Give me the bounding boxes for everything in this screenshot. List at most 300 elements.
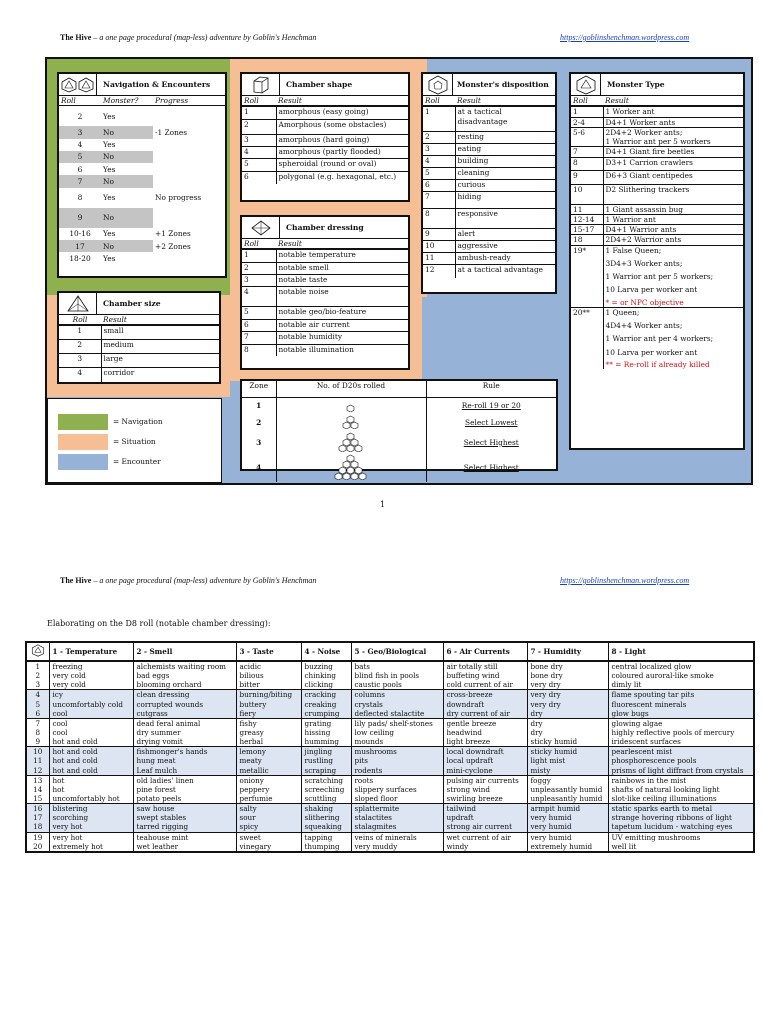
value-cell: gentle breeze: [443, 718, 527, 728]
value-cell: clicking: [301, 680, 351, 690]
value-cell: UV emitting mushrooms: [608, 832, 753, 842]
col-roll: Roll: [59, 96, 101, 106]
value-cell: cracking: [301, 690, 351, 700]
roll-cell: 10: [423, 241, 455, 253]
roll-cell: 5: [242, 307, 276, 319]
table-row: [242, 134, 408, 146]
value-cell: hot: [49, 785, 133, 794]
col-roll: Roll: [242, 96, 276, 106]
roll-cell: 6: [27, 709, 49, 719]
roll-cell: 20: [33, 841, 43, 851]
table-row: [27, 822, 753, 832]
d12-dice-icon: [423, 74, 453, 95]
result-cell: notable taste: [276, 275, 408, 287]
doc-title: The Hive: [60, 576, 92, 585]
table-row: [27, 709, 753, 719]
table-row: [59, 340, 219, 354]
roll-cell: 7: [59, 175, 101, 187]
chamber-shape-body: [242, 106, 408, 183]
value-cell: fishmonger's hands: [133, 747, 236, 757]
value-cell: bad eggs: [133, 671, 236, 680]
value-cell: headwind: [443, 728, 527, 737]
value-cell: cool: [49, 728, 133, 737]
roll-cell: 9: [571, 170, 603, 184]
result-line: 4D4+4 Worker ants;: [605, 321, 683, 330]
value-cell: fishy: [236, 718, 301, 728]
value-cell: dry: [527, 709, 608, 719]
value-cell: buzzing: [301, 661, 351, 671]
disposition-title-row: [423, 74, 555, 96]
table-row: [423, 180, 555, 192]
value-cell: very cold: [49, 671, 133, 680]
value-cell: coloured auroral-like smoke: [608, 671, 753, 680]
zone-cell: 3: [242, 432, 276, 454]
table-row: [571, 127, 743, 147]
value-cell: very hot: [49, 832, 133, 842]
roll-cell: 4: [242, 147, 276, 159]
roll-cell: 10-16: [69, 229, 91, 239]
d20-icon: [355, 467, 362, 474]
progress-cell: [153, 151, 225, 163]
table-row: [571, 225, 743, 235]
value-cell: columns: [351, 690, 443, 700]
roll-cell: 20**: [571, 307, 603, 369]
roll-cell: 9: [59, 208, 101, 228]
chamber-size-title: Chamber size: [103, 298, 161, 308]
roll-cell: 13: [27, 775, 49, 785]
result-cell: notable humidity: [276, 332, 408, 344]
value-cell: air totally still: [443, 661, 527, 671]
result-cell: [603, 147, 743, 157]
value-cell: scratching: [301, 775, 351, 785]
value-cell: corrupted wounds: [133, 700, 236, 709]
roll-cell: 8: [77, 193, 83, 203]
legend-swatch: [58, 454, 108, 470]
rule-cell: [426, 398, 556, 415]
table-row: [571, 245, 743, 307]
page1-header-url: [560, 33, 689, 43]
roll-cell: 2: [242, 119, 276, 134]
roll-cell: 2: [77, 111, 83, 121]
table-row: [59, 368, 219, 382]
roll-cell: 9: [423, 229, 455, 241]
value-cell: very dry: [527, 690, 608, 700]
value-cell: very dry: [527, 680, 608, 690]
roll-cell: 2: [59, 340, 101, 354]
disposition-body: [423, 106, 555, 278]
roll-cell: 4: [77, 140, 83, 150]
roll-cell: 7: [242, 332, 276, 344]
value-cell: cool: [49, 709, 133, 719]
value-cell: very humid: [527, 832, 608, 842]
value-cell: dry: [527, 728, 608, 737]
value-cell: flame spouting tar pits: [608, 690, 753, 700]
value-cell: hot and cold: [49, 747, 133, 757]
chamber-shape-title-row: [242, 74, 408, 96]
table-row: [27, 832, 753, 842]
legend-label: = Situation: [113, 436, 156, 446]
col-result: Result: [101, 315, 219, 325]
value-cell: shaking: [301, 804, 351, 814]
monster-cell: No: [101, 175, 153, 187]
chamber-shape-title: Chamber shape: [286, 79, 353, 89]
value-cell: oniony: [236, 775, 301, 785]
roll-cell: 8: [423, 209, 455, 229]
chamber-size-body: [59, 325, 219, 382]
result-line: 1 Worker ant: [605, 107, 655, 117]
result-cell: [603, 235, 743, 245]
result-line: 1 Warrior ant per 4 workers;: [605, 334, 714, 344]
value-cell: bilious: [236, 671, 301, 680]
value-cell: very hot: [49, 822, 133, 832]
rule-text: Select Lowest: [465, 418, 518, 428]
value-cell: deflected stalactite: [351, 709, 443, 719]
table-row: [571, 235, 743, 245]
col-result: Result: [276, 96, 408, 106]
table-row: [242, 159, 408, 171]
roll-cell: 12: [423, 265, 455, 278]
table-row: [423, 192, 555, 209]
value-cell: bats: [351, 661, 443, 671]
table-row: [27, 785, 753, 794]
value-cell: dimly lit: [608, 680, 753, 690]
value-cell: hung meat: [133, 756, 236, 765]
roll-cell: 5: [242, 159, 276, 171]
value-cell: extremely hot: [49, 842, 133, 851]
value-cell: dry summer: [133, 728, 236, 737]
navigation-rows: [59, 96, 225, 106]
blog-link[interactable]: https://goblinshenchman.wordpress.com: [560, 33, 690, 42]
chamber-dressing-table: [240, 215, 410, 370]
value-cell: mushrooms: [351, 747, 443, 757]
value-cell: sticky humid: [527, 747, 608, 757]
result-cell: [603, 245, 743, 307]
value-cell: well lit: [608, 842, 753, 851]
result-cell: large: [101, 354, 219, 368]
table-row: [59, 326, 219, 340]
d20-icon: [571, 74, 601, 95]
monster-cell: Yes: [103, 193, 116, 203]
d20-icon: [347, 405, 354, 412]
value-cell: unpleasantly humid: [527, 785, 608, 794]
title-dash: –: [91, 576, 100, 585]
table-row: [571, 214, 743, 224]
roll-cell: 1: [242, 250, 276, 262]
table-row: [59, 228, 225, 240]
table-row: [59, 175, 225, 187]
value-cell: cool: [49, 718, 133, 728]
table-row: [571, 147, 743, 157]
monster-cell: No: [101, 126, 153, 138]
roll-cell: 19: [27, 832, 49, 842]
table-row: [423, 107, 555, 132]
value-cell: icy: [49, 690, 133, 700]
result-cell: notable smell: [276, 262, 408, 274]
result-cell: [603, 127, 743, 147]
monster-cell: No: [101, 208, 153, 228]
table-row: [423, 156, 555, 168]
page1-header-title: [60, 33, 316, 43]
table-row: [27, 671, 753, 680]
value-cell: very humid: [527, 813, 608, 822]
table-row: [27, 680, 753, 690]
table-row: [242, 147, 408, 159]
result-cell: corridor: [101, 368, 219, 382]
table-row: [27, 804, 753, 814]
value-cell: dead feral animal: [133, 718, 236, 728]
table-row: [242, 319, 408, 331]
result-line: D4+1 Giant fire beetles: [605, 147, 695, 157]
roll-cell: 11: [423, 253, 455, 265]
result-line: D4+1 Warrior ants: [605, 225, 677, 234]
column-header: 4 - Noise: [301, 643, 351, 661]
value-cell: caustic pools: [351, 680, 443, 690]
roll-cell: 4: [242, 287, 276, 307]
d20-icon: [351, 473, 358, 480]
title-dash: –: [91, 33, 100, 42]
table-row: [571, 184, 743, 204]
value-cell: light mist: [527, 756, 608, 765]
value-cell: rustling: [301, 756, 351, 765]
roll-cell: 1: [242, 107, 276, 119]
table-row: [242, 262, 408, 274]
monster-cell: Yes: [103, 229, 116, 239]
roll-cell: 11: [27, 756, 49, 765]
table-row: [571, 157, 743, 170]
table-row: [27, 718, 753, 728]
d20-header-icon: [27, 643, 49, 661]
doc-subtitle: a one page procedural (map-less) adventure by Goblin's Henchman: [99, 576, 317, 585]
legend-swatch: [58, 434, 108, 450]
zone-dice-table: [240, 379, 558, 471]
table-row: [242, 171, 408, 183]
d20-icon: [343, 422, 350, 429]
value-cell: glow bugs: [608, 709, 753, 719]
value-cell: cross-breeze: [443, 690, 527, 700]
result-line: 1 Warrior ant: [605, 214, 656, 224]
table-row: [27, 766, 753, 776]
value-cell: drying vomit: [133, 737, 236, 747]
table-row: [571, 117, 743, 127]
table-row: [423, 253, 555, 265]
value-cell: slithering: [301, 813, 351, 822]
result-cell: alert: [455, 229, 555, 241]
doc-title: The Hive: [60, 33, 92, 42]
table-row: [423, 132, 555, 144]
navigation-table: [57, 72, 227, 278]
column-header: 3 - Taste: [236, 643, 301, 661]
roll-cell: 8: [35, 727, 41, 737]
table-row: [59, 240, 225, 252]
value-cell: creaking: [301, 700, 351, 709]
value-cell: local updraft: [443, 756, 527, 765]
monster-type-title: Monster Type: [607, 79, 665, 89]
value-cell: tailwind: [443, 804, 527, 814]
legend-item: [58, 433, 221, 451]
d20-pyramid-icon: [341, 415, 361, 429]
roll-cell: 17: [27, 813, 49, 822]
d20-icon: [355, 445, 362, 452]
roll-cell: 1: [59, 326, 101, 340]
value-cell: bone dry: [527, 671, 608, 680]
monster-type-body: [571, 106, 743, 369]
result-cell: building: [455, 156, 555, 168]
value-cell: updraft: [443, 813, 527, 822]
value-cell: scuttling: [301, 794, 351, 804]
value-cell: grating: [301, 718, 351, 728]
page2-header-url: [560, 576, 689, 586]
chamber-dressing-body: [242, 249, 408, 356]
value-cell: stalagmites: [351, 822, 443, 832]
value-cell: splattermite: [351, 804, 443, 814]
roll-cell: 5: [423, 168, 455, 180]
value-cell: uncomfortably hot: [49, 794, 133, 804]
navigation-table-title: Navigation & Encounters: [103, 79, 211, 89]
d20-pyramid-icon: [337, 432, 365, 452]
value-cell: mounds: [351, 737, 443, 747]
monster-cell: Yes: [103, 140, 116, 150]
value-cell: vinegary: [236, 842, 301, 851]
value-cell: rodents: [351, 766, 443, 776]
value-cell: dry current of air: [443, 709, 527, 719]
zone-cell: 2: [242, 415, 276, 432]
result-cell: [603, 204, 743, 214]
dice-cell: [276, 398, 426, 415]
value-cell: chinking: [301, 671, 351, 680]
value-cell: bone dry: [527, 661, 608, 671]
col-zone: Zone: [242, 381, 276, 397]
value-cell: foggy: [527, 775, 608, 785]
rule-text: Re-roll 19 or 20: [461, 401, 521, 411]
table-row: [242, 275, 408, 287]
table-row: [59, 163, 225, 175]
roll-cell: 1: [423, 107, 455, 132]
roll-cell: 1: [571, 107, 603, 117]
value-cell: rainbows in the mist: [608, 775, 753, 785]
column-header: 5 - Geo/Biological: [351, 643, 443, 661]
column-header: 2 - Smell: [133, 643, 236, 661]
roll-cell: 15-17: [571, 225, 603, 235]
roll-cell: 2: [35, 671, 41, 681]
result-line: D6+3 Giant centipedes: [605, 170, 693, 180]
table-row: [59, 252, 225, 264]
result-cell: notable air current: [276, 319, 408, 331]
table-row: [242, 344, 408, 356]
progress-cell: [153, 106, 225, 126]
monster-cell: No: [101, 151, 153, 163]
chamber-shape-head: [242, 96, 408, 106]
elaboration-table: [27, 643, 753, 851]
value-cell: buttery: [236, 700, 301, 709]
chamber-dressing-title-row: [242, 217, 408, 239]
value-cell: blind fish in pools: [351, 671, 443, 680]
value-cell: perfumie: [236, 794, 301, 804]
value-cell: wet leather: [133, 842, 236, 851]
value-cell: scorching: [49, 813, 133, 822]
table-row: [423, 241, 555, 253]
column-header: 6 - Air Currents: [443, 643, 527, 661]
value-cell: greasy: [236, 728, 301, 737]
table-row: [27, 747, 753, 757]
roll-cell: 6: [242, 319, 276, 331]
result-cell: [603, 225, 743, 235]
roll-cell: 8: [571, 157, 603, 170]
value-cell: acidic: [236, 661, 301, 671]
result-cell: [603, 170, 743, 184]
zone-cell: 4: [242, 454, 276, 482]
column-header: 1 - Temperature: [49, 643, 133, 661]
result-cell: amorphous (easy going): [276, 107, 408, 119]
value-cell: slippery surfaces: [351, 785, 443, 794]
table-row: [242, 107, 408, 119]
result-cell: [603, 214, 743, 224]
table-row: [242, 119, 408, 134]
monster-cell: Yes: [103, 164, 116, 174]
value-cell: strong wind: [443, 785, 527, 794]
result-cell: amorphous (hard going): [276, 134, 408, 146]
value-cell: jingling: [301, 747, 351, 757]
value-cell: veins of minerals: [351, 832, 443, 842]
intro-text: Elaborating on the D8 roll (notable chamber dressing):: [47, 619, 271, 628]
roll-cell: 10: [571, 184, 603, 204]
result-cell: at a tactical advantage: [455, 265, 555, 278]
progress-cell: +2 Zones: [155, 241, 191, 251]
rule-cell: [426, 415, 556, 432]
roll-cell: 12-14: [571, 214, 603, 224]
value-cell: humming: [301, 737, 351, 747]
value-cell: dry: [527, 718, 608, 728]
value-cell: hissing: [301, 728, 351, 737]
table-row: [27, 690, 753, 700]
value-cell: sour: [236, 813, 301, 822]
value-cell: wet current of air: [443, 832, 527, 842]
value-cell: fiery: [236, 709, 301, 719]
roll-cell: 8: [242, 344, 276, 356]
table-row: [571, 170, 743, 184]
col-roll: Roll: [59, 315, 101, 325]
value-cell: pulsing air currents: [443, 775, 527, 785]
value-cell: local downdraft: [443, 747, 527, 757]
value-cell: swirling breeze: [443, 794, 527, 804]
roll-cell: 12: [27, 766, 49, 776]
value-cell: lemony: [236, 747, 301, 757]
d20-icon: [339, 467, 346, 474]
value-cell: central localized glow: [608, 661, 753, 671]
value-cell: cutgrass: [133, 709, 236, 719]
value-cell: hot and cold: [49, 756, 133, 765]
chamber-size-rows: [59, 315, 219, 325]
zone-row: [242, 454, 556, 482]
result-line: D2 Slithering trackers: [605, 184, 690, 194]
result-cell: Amorphous (some obstacles): [276, 119, 408, 134]
value-cell: squeaking: [301, 822, 351, 832]
table-row: [423, 209, 555, 229]
monster-cell: Yes: [103, 111, 116, 121]
result-line: D3+1 Carrion crawlers: [605, 157, 693, 167]
col-monster: Monster?: [101, 96, 153, 106]
elaboration-header-row: [27, 643, 753, 661]
chamber-shape-table: [240, 72, 410, 202]
blog-link[interactable]: https://goblinshenchman.wordpress.com: [560, 576, 690, 585]
d20-dice-icon: [59, 74, 97, 95]
roll-cell: 18-20: [69, 253, 91, 263]
result-cell: curious: [455, 180, 555, 192]
value-cell: sticky humid: [527, 737, 608, 747]
result-cell: ambush-ready: [455, 253, 555, 265]
d20-icon: [351, 461, 358, 468]
legend-body: [58, 413, 221, 471]
chamber-dressing-title: Chamber dressing: [286, 222, 364, 232]
